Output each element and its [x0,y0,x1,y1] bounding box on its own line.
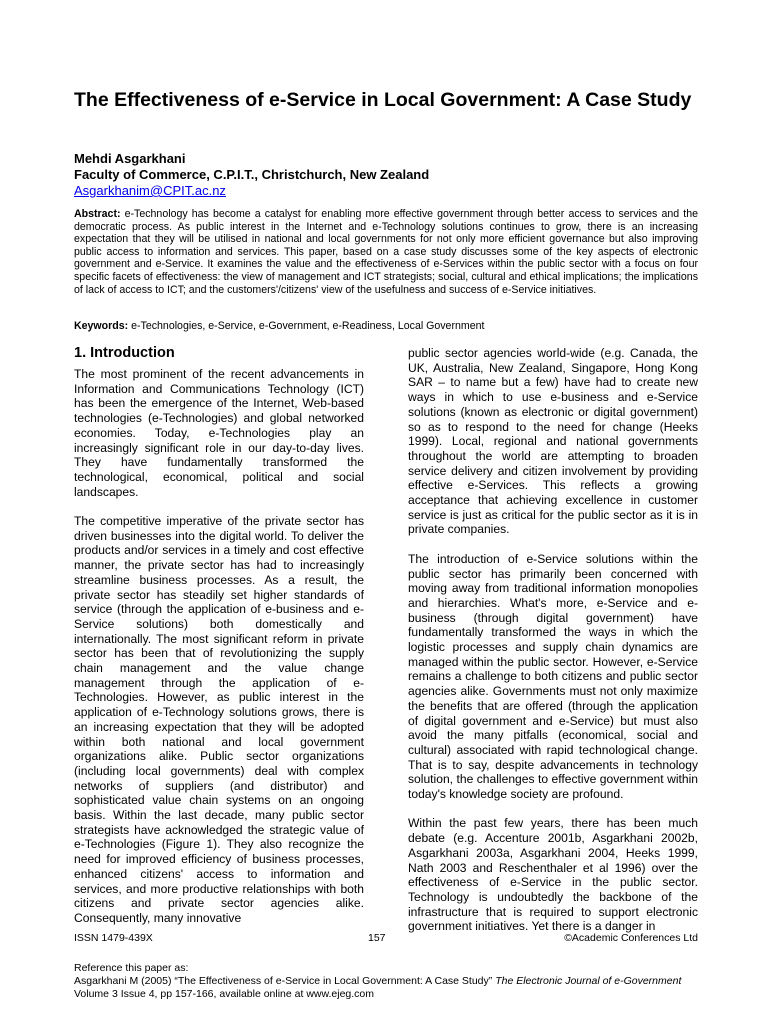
author-name: Mehdi Asgarkhani [74,151,186,166]
keywords [74,320,698,333]
reference-citation [74,975,698,1001]
keywords-label: Keywords: [74,320,129,332]
abstract [74,208,698,296]
abstract-label: Abstract: [74,208,121,220]
paragraph: public sector agencies world-wide (e.g. Canada, the UK, Australia, New Zealand, Singapore, Hong Kong SAR – to name but a few) have had to create new ways in which to use e-business and e-Service solutions (known as electronic or digital government) so as to respond to the need for change (Heeks 1999). Local, regional and national governments throughout the world are attempting to broaden service delivery and citizen involvement by providing effective e-Services. This reflects a growing acceptance that achieving excellence in customer service is just as critical for the public sector as it is in private companies. [408,346,698,537]
reference-label: Reference this paper as: [74,962,189,974]
reference-text: Asgarkhani M (2005) “The Effectiveness of e-Service in Local Government: A Case Study” [74,975,496,987]
author-email-link[interactable]: Asgarkhanim@CPIT.ac.nz [74,183,226,198]
author-affiliation: Faculty of Commerce, C.P.I.T., Christchurch, New Zealand [74,167,430,182]
reference-details: Volume 3 Issue 4, pp 157-166, available online at www.ejeg.com [74,988,375,1000]
right-column [408,346,698,949]
paragraph: The competitive imperative of the private sector has driven businesses into the digital world. To deliver the products and/or services in a timely and cost effective manner, the private sector has had to increasingly streamline business processes. As a result, the private sector has steadily set higher standards of service (through the application of e-business and e-Service solutions) both domestically and internationally. The most significant reform in private sector has been that of revolutionizing the supply chain management and the value change management through the application of e-Technologies. However, as public interest in the application of e-Technology solutions grows, there is an increasing expectation that they will be adopted within both national and local government organizations alike. Public sector organizations (including local governments) deal with complex networks of suppliers (and distributor) and sophisticated value chain systems on an ongoing basis. Within the last decade, many public sector strategists have acknowledged the strategic value of e-Technologies (Figure 1). They also recognize the need for improved efficiency of business processes, enhanced citizens' access to information and services, and more productive relationships with both citizens and private sector agencies alike. Consequently, many innovative [74,514,364,925]
paper-title: The Effectiveness of e-Service in Local Government: A Case Study [74,89,692,111]
section-heading-introduction: 1. Introduction [74,345,175,361]
reference-journal: The Electronic Journal of e-Government [495,975,682,987]
footer-page-number: 157 [368,932,386,944]
footer-copyright: ©Academic Conferences Ltd [564,932,698,944]
abstract-text: e-Technology has become a catalyst for enabling more effective government through better access to services and the democratic process. As public interest in the Internet and e-Technology solutions continues to grow, there is an increasing expectation that they will be utilised in national and local governments for not only more efficient governance but also improving public access to information and services. This paper, based on a case study discusses some of the key aspects of electronic government and e-Service. It examines the value and the effectiveness of e-Services within the public sector with a focus on four specific facets of effectiveness: the view of management and ICT strategists; social, cultural and ethical implications; the implications of lack of access to ICT; and the customers'/citizens' view of the usefulness and success of e-Service initiatives. [74,208,698,296]
paragraph: The most prominent of the recent advancements in Information and Communications Technology (ICT) has been the emergence of the Internet, Web-based technologies (e-Technologies) and global networked economies. Today, e-Technologies play an increasingly significant role in our day-to-day lives. They have fundamentally transformed the technological, economical, political and social landscapes. [74,367,364,499]
paragraph: Within the past few years, there has been much debate (e.g. Accenture 2001b, Asgarkhani 2002b, Asgarkhani 2003a, Asgarkhani 2004, Heeks 1999, Nath 2003 and Reschenthaler et al 1996) over the effectiveness of e-Service in the public sector. Technology is undoubtedly the backbone of the infrastructure that is required to support electronic government initiatives. Yet there is a danger in [408,816,698,934]
left-column [74,367,364,940]
reference-block [74,962,698,1001]
keywords-text: e-Technologies, e-Service, e-Government, e-Readiness, Local Government [131,320,485,332]
footer-issn: ISSN 1479-439X [74,932,153,944]
paragraph: The introduction of e-Service solutions within the public sector has primarily been concerned with moving away from traditional information monopolies and hierarchies. What's more, e-Service and e-business (through digital government) have fundamentally transformed the ways in which the logistic processes and supply chain dynamics are managed within the public sector. However, e-Service remains a challenge to both citizens and public sector agencies alike. Governments must not only maximize the benefits that are offered (through the application of digital government and e-Service) but must also avoid the many pitfalls (economical, social and cultural) associated with rapid technological change. That is to say, despite advancements in technology solution, the challenges to effective government within today's knowledge society are profound. [408,551,698,802]
